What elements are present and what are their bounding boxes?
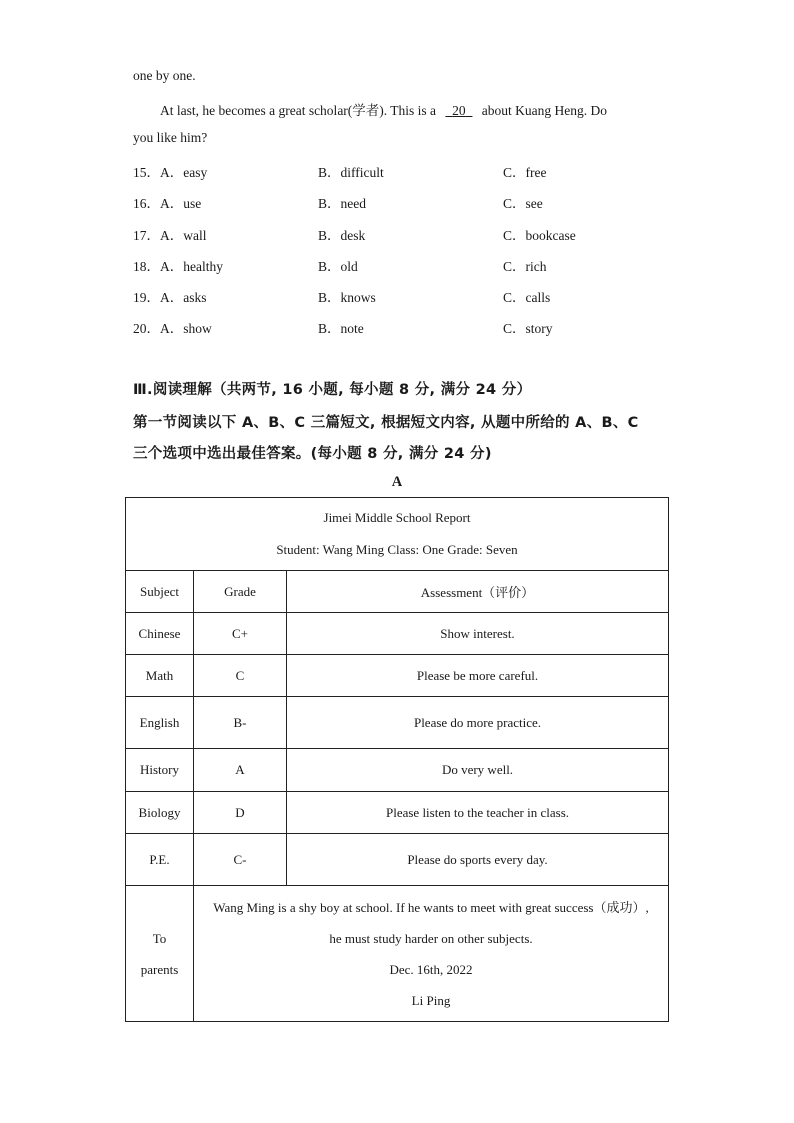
option-a-text: A．healthy	[160, 259, 223, 274]
option-row	[133, 286, 733, 304]
to-parents-label-line: parents	[140, 961, 179, 977]
report-row	[126, 749, 669, 792]
to-parents-label-line: To	[152, 930, 167, 946]
option-c: C．bookcase	[503, 228, 576, 243]
report-grade-cell: D	[194, 792, 287, 834]
to-parents-note	[194, 886, 669, 1022]
option-row	[133, 192, 733, 210]
option-row	[133, 255, 733, 273]
section-title: Ⅲ.阅读理解（共两节, 16 小题, 每小题 8 分, 满分 24 分）	[133, 382, 532, 398]
school-report-table	[125, 497, 669, 1022]
question-number: 19．	[133, 290, 160, 305]
note-date: Dec. 16th, 2022	[389, 961, 473, 977]
student-info: Student: Wang Ming Class: One Grade: Seven	[276, 542, 518, 557]
report-subject-cell: P.E.	[126, 834, 194, 886]
report-row	[126, 697, 669, 749]
option-a	[133, 255, 223, 275]
report-subject-cell: History	[126, 749, 194, 792]
question-number: 17．	[133, 228, 160, 243]
passage-line: one by one.	[133, 68, 196, 83]
passage-line: you like him?	[133, 130, 208, 145]
option-a	[133, 286, 207, 306]
blank-number: 20	[452, 103, 466, 118]
option-a-text: A．show	[160, 321, 212, 336]
report-row	[126, 613, 669, 655]
subject-header: Subject	[126, 571, 194, 613]
option-a-text: A．use	[160, 196, 202, 211]
report-row	[126, 792, 669, 834]
report-assessment-cell: Please listen to the teacher in class.	[287, 792, 669, 834]
report-subject-cell: Math	[126, 655, 194, 697]
option-row	[133, 161, 733, 179]
report-subject-cell: Biology	[126, 792, 194, 834]
grade-header: Grade	[194, 571, 287, 613]
option-a	[133, 317, 212, 337]
report-row	[126, 834, 669, 886]
passage-label: A	[391, 474, 403, 490]
answer-blank-20	[439, 103, 478, 118]
option-c: C．calls	[503, 290, 551, 305]
report-grade-cell: C-	[194, 834, 287, 886]
option-a-text: A．easy	[160, 165, 208, 180]
option-a	[133, 224, 207, 244]
option-b: B．note	[318, 321, 364, 336]
option-c: C．story	[503, 321, 553, 336]
passage-text: about Kuang Heng. Do	[481, 103, 608, 118]
report-grade-cell: C	[194, 655, 287, 697]
report-title-cell	[126, 498, 669, 571]
report-assessment-cell: Do very well.	[287, 749, 669, 792]
option-a-text: A．wall	[160, 228, 207, 243]
option-b: B．knows	[318, 290, 376, 305]
question-number: 16．	[133, 196, 160, 211]
report-assessment-cell: Please do more practice.	[287, 697, 669, 749]
question-number: 18．	[133, 259, 160, 274]
question-number: 15．	[133, 165, 160, 180]
option-row	[133, 224, 733, 242]
option-b: B．need	[318, 196, 366, 211]
report-assessment-cell: Show interest.	[287, 613, 669, 655]
option-row	[133, 317, 733, 335]
report-grade-cell: A	[194, 749, 287, 792]
option-c: C．rich	[503, 259, 547, 274]
note-line: he must study harder on other subjects.	[329, 930, 533, 946]
option-c: C．free	[503, 165, 547, 180]
column-header-row	[126, 571, 669, 613]
report-header-row	[126, 498, 669, 571]
option-b: B．difficult	[318, 165, 384, 180]
report-assessment-cell: Please do sports every day.	[287, 834, 669, 886]
option-a-text: A．asks	[160, 290, 207, 305]
note-signature: Li Ping	[411, 992, 451, 1008]
report-grade-cell: B-	[194, 697, 287, 749]
option-c: C．see	[503, 196, 543, 211]
report-subject-cell: Chinese	[126, 613, 194, 655]
passage-line-with-blank	[160, 99, 607, 119]
report-row	[126, 655, 669, 697]
option-b: B．desk	[318, 228, 366, 243]
to-parents-row	[126, 886, 669, 1022]
report-title: Jimei Middle School Report	[323, 510, 471, 525]
assessment-header: Assessment（评价）	[287, 571, 669, 613]
option-a	[133, 161, 207, 181]
to-parents-label	[126, 886, 194, 1022]
report-grade-cell: C+	[194, 613, 287, 655]
passage-text: At last, he becomes a great scholar(学者). This is a	[160, 103, 437, 118]
note-line: Wang Ming is a shy boy at school. If he wants to meet with great success（成功）,	[213, 899, 649, 915]
section-instruction: 第一节阅读以下 A、B、C 三篇短文, 根据短文内容, 从题中所给的 A、B、C	[133, 415, 639, 431]
section-instruction: 三个选项中选出最佳答案。(每小题 8 分, 满分 24 分)	[133, 446, 492, 462]
option-b: B．old	[318, 259, 358, 274]
question-number: 20．	[133, 321, 160, 336]
report-subject-cell: English	[126, 697, 194, 749]
option-a	[133, 192, 201, 212]
report-assessment-cell: Please be more careful.	[287, 655, 669, 697]
